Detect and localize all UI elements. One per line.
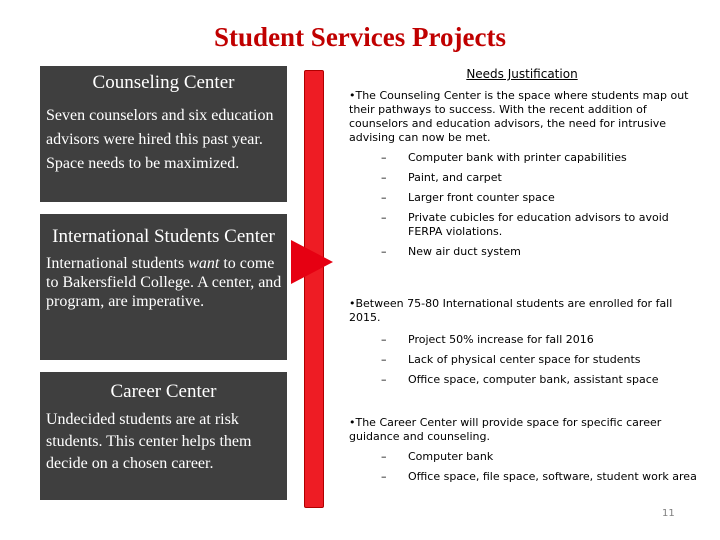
arrow-tip-icon [291,240,333,284]
bullet-icon: • [21,411,27,428]
bullet-icon: • [21,107,27,124]
box-bullet [21,104,287,176]
career-center-box [21,372,287,500]
list-item: – Office space, file space, software, student work area [381,470,697,483]
list-item: – Private cubicles for education advisors to avoid FERPA violations. [381,211,669,238]
bullet-icon: • [21,255,27,272]
box-bullet-emphasis: want [188,255,220,272]
list-item: – Lack of physical center space for students [381,353,641,366]
justification-heading: Needs Justification [466,67,578,81]
list-item: – Computer bank with printer capabilities [381,151,627,164]
box-heading: International Students Center [52,226,275,247]
box-bullet-text-post: to come to Bakersfield College. A center, and program, are imperative. [46,255,282,310]
box-heading: Counseling Center [92,72,235,93]
box-bullet-text: Seven counselors and six education advisors were hired this past year. Space needs to be maximized. [46,107,274,172]
list-item: – New air duct system [381,245,521,258]
page-title: Student Services Projects [214,22,506,52]
list-item: – Project 50% increase for fall 2016 [381,333,594,346]
section-intro: •Between 75-80 International students are enrolled for fall 2015. [349,297,673,324]
section-intro: •The Counseling Center is the space where students map out their pathways to success. With the recent addition of counselors and education advisors, the need for intrusive advising can now be met. [349,89,689,144]
counseling-center-box [21,66,287,202]
box-bullet [21,254,287,311]
justification-section-counseling [349,89,699,259]
section-intro: •The Career Center will provide space for specific career guidance and counseling. [349,416,662,443]
red-vertical-bar [304,70,324,508]
international-center-box [21,214,287,360]
box-heading: Career Center [110,381,217,402]
box-bullet-text: Undecided students are at risk students. This center helps them decide on a chosen career. [46,411,252,472]
page-number: 11 [662,508,675,519]
box-bullet [21,409,287,475]
box-bullet-text-pre: International students [46,255,189,272]
justification-section-career [349,416,699,484]
justification-section-international [349,297,699,387]
list-item: – Computer bank [381,450,494,463]
list-item: – Office space, computer bank, assistant space [381,373,659,386]
list-item: – Paint, and carpet [381,171,502,184]
list-item: – Larger front counter space [381,191,555,204]
